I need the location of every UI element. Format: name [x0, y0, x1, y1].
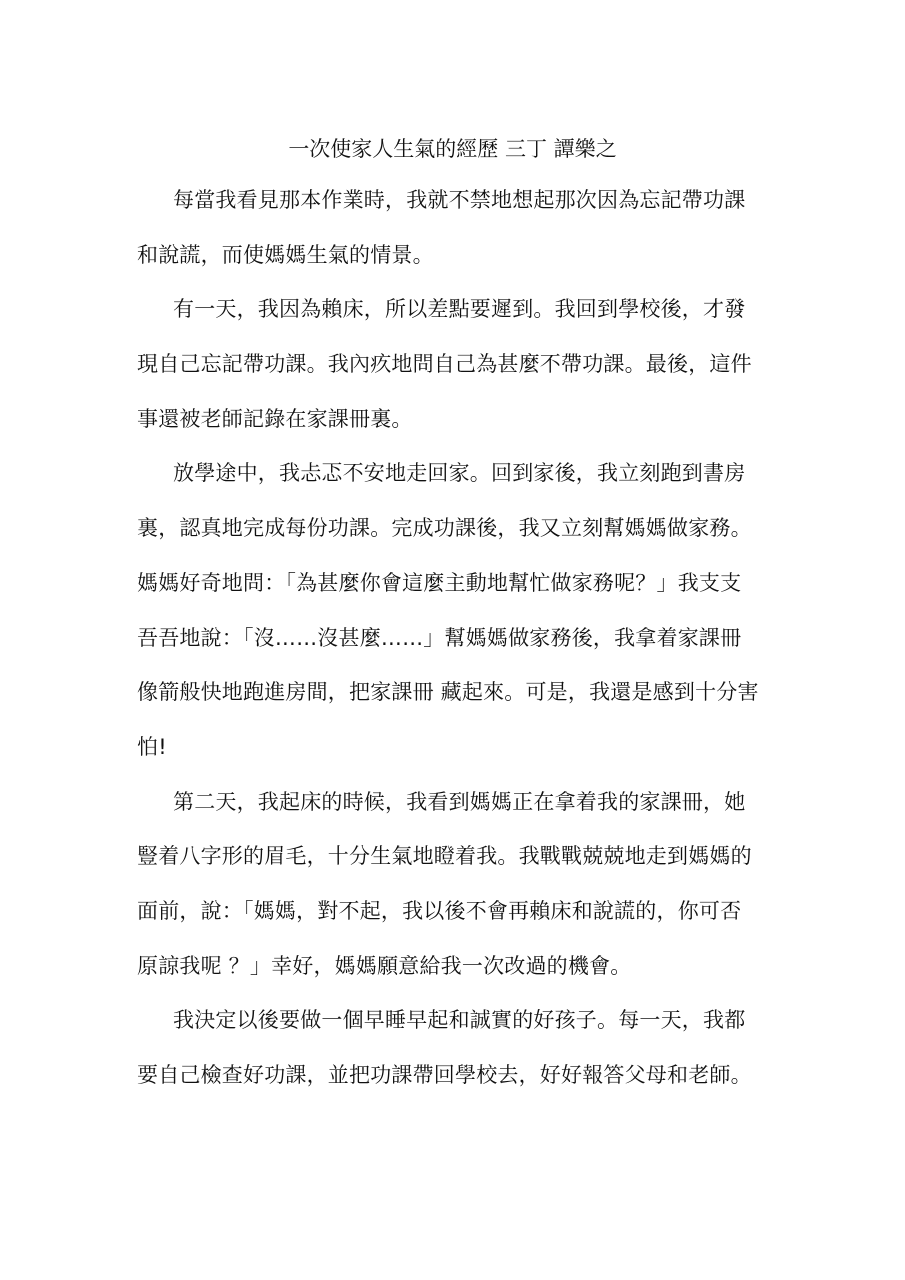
text-line: 有一天，我因為賴床，所以差點要遲到。我回到學校後，才發 — [173, 297, 746, 322]
document-body — [137, 177, 777, 1107]
text-line: 原諒我呢 ？」幸好，媽媽願意給我一次改過的機會。 — [137, 953, 632, 978]
text-line: 怕! — [137, 734, 167, 759]
text-line: 裏，認真地完成每份功課。完成功課後，我又立刻幫媽媽做家務。 — [137, 516, 752, 541]
text-line: 面前，說：「媽媽，對不起，我以後不會再賴床和說謊的，你可否 — [137, 898, 742, 923]
text-line: 事還被老師記錄在家課冊裏。 — [137, 406, 413, 431]
text-line: 豎着八字形的眉毛，十分生氣地瞪着我。我戰戰兢兢地走到媽媽的 — [137, 844, 752, 869]
text-line: 吾吾地說：「沒……沒甚麼……」幫媽媽做家務後，我拿着家課冊 — [137, 625, 742, 650]
text-line: 我決定以後要做一個早睡早起和誠實的好孩子。每一天，我都 — [173, 1008, 746, 1033]
text-line: 要自己檢查好功課，並把功課帶回學校去，好好報答父母和老師。 — [137, 1063, 752, 1087]
text-line: 放學途中，我忐忑不安地走回家。回到家後，我立刻跑到書房 — [173, 461, 746, 486]
text-line: 第二天，我起床的時候，我看到媽媽正在拿着我的家課冊，她 — [173, 789, 746, 814]
text-line: 現自己忘記帶功課。我內疚地問自己為甚麼不帶功課。最後，這件 — [137, 352, 752, 377]
text-line: 媽媽好奇地問：「為甚麼你會這麼主動地幫忙做家務呢？」我支支 — [137, 570, 742, 595]
text-line: 和說謊，而使媽媽生氣的情景。 — [137, 242, 434, 267]
text-line: 像箭般快地跑進房間，把家課冊 藏起來。可是，我還是感到十分害 — [137, 680, 759, 705]
text-line: 每當我看見那本作業時，我就不禁地想起那次因為忘記帶功課 — [173, 188, 746, 212]
document-title: 一次使家人生氣的經歷 三丁 譚樂之 — [288, 137, 617, 161]
